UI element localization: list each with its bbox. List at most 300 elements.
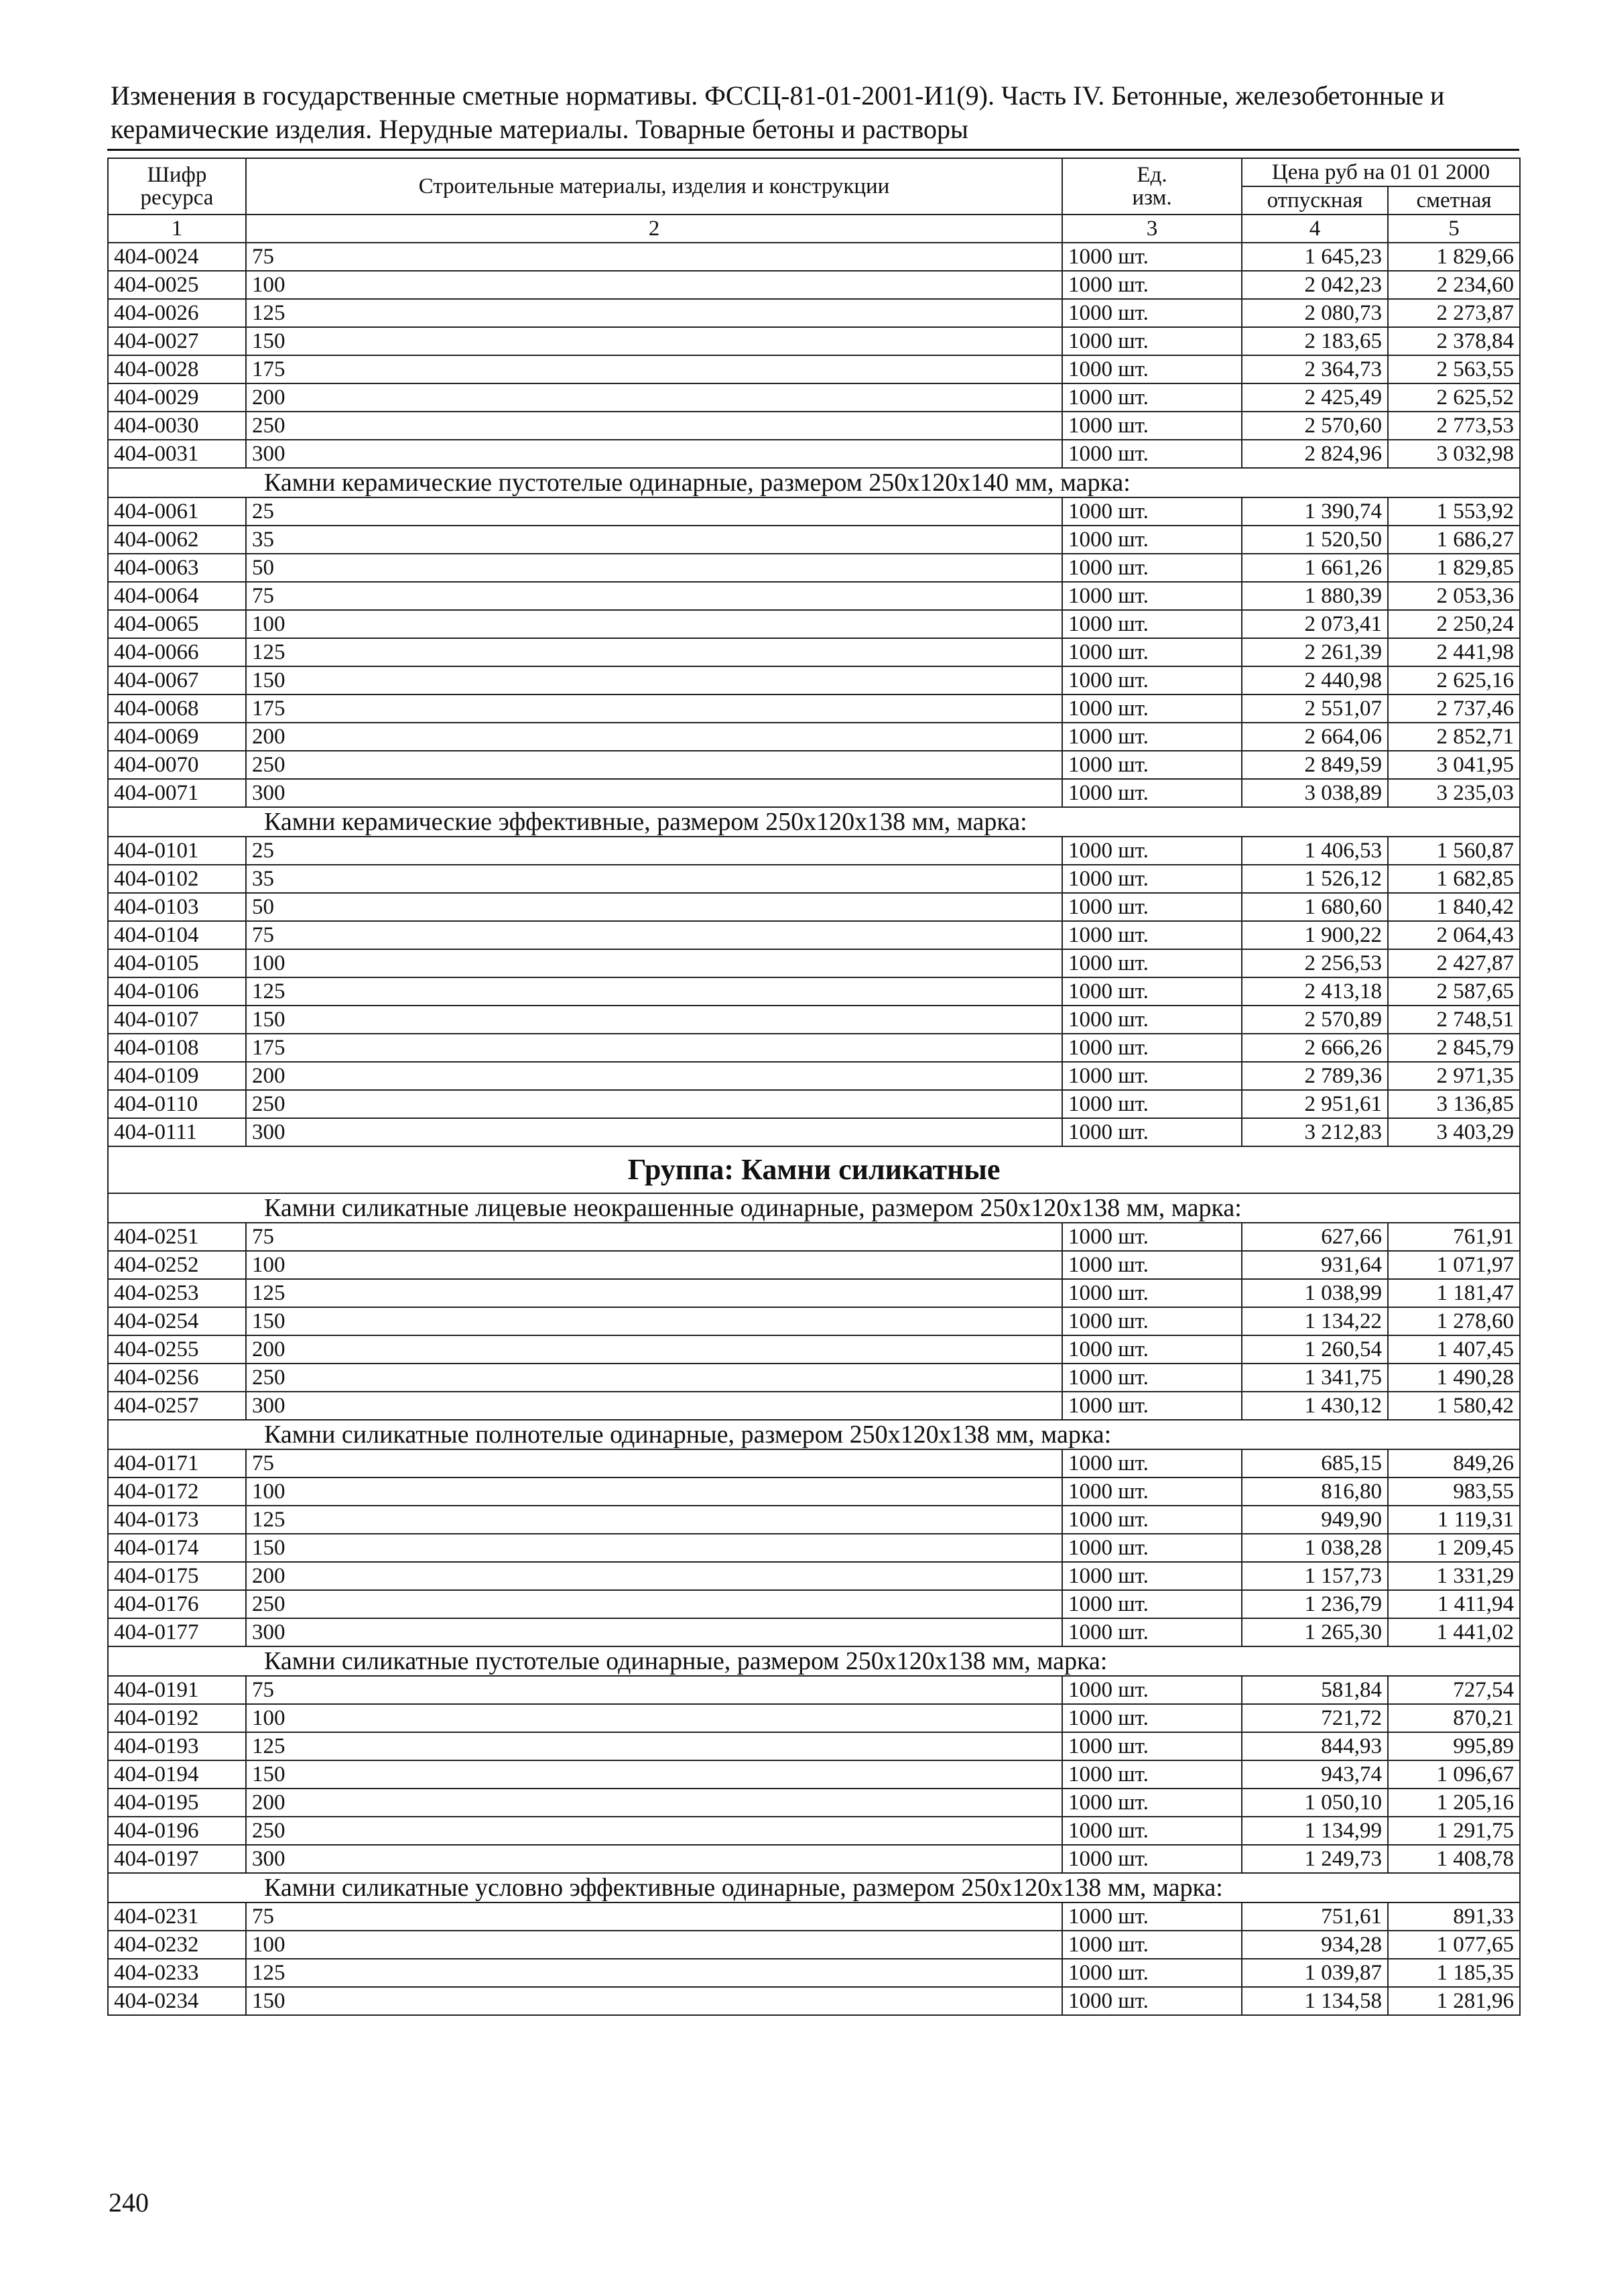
estimate-price: 1 553,92 <box>1388 497 1520 526</box>
estimate-price: 2 378,84 <box>1388 327 1520 355</box>
unit-of-measure: 1000 шт. <box>1062 554 1242 582</box>
material-mark: 125 <box>246 977 1062 1006</box>
estimate-price: 2 748,51 <box>1388 1006 1520 1034</box>
table-row <box>108 1223 1520 1251</box>
estimate-price: 1 205,16 <box>1388 1789 1520 1817</box>
resource-code: 404-0024 <box>108 243 246 271</box>
estimate-price: 1 580,42 <box>1388 1392 1520 1420</box>
release-price: 2 073,41 <box>1242 610 1388 638</box>
estimate-price: 1 185,35 <box>1388 1959 1520 1987</box>
unit-of-measure: 1000 шт. <box>1062 865 1242 893</box>
section-row <box>108 1420 1520 1449</box>
estimate-price: 2 563,55 <box>1388 355 1520 383</box>
material-mark: 75 <box>246 1449 1062 1477</box>
release-price: 2 261,39 <box>1242 638 1388 666</box>
material-mark: 300 <box>246 1118 1062 1146</box>
table-row <box>108 1506 1520 1534</box>
material-mark: 250 <box>246 412 1062 440</box>
unit-of-measure: 1000 шт. <box>1062 694 1242 723</box>
material-mark: 250 <box>246 1364 1062 1392</box>
unit-of-measure: 1000 шт. <box>1062 1062 1242 1090</box>
column-number: 4 <box>1242 215 1388 243</box>
release-price: 2 951,61 <box>1242 1090 1388 1118</box>
unit-of-measure: 1000 шт. <box>1062 779 1242 807</box>
resource-code: 404-0175 <box>108 1562 246 1590</box>
material-mark: 125 <box>246 1279 1062 1307</box>
resource-code: 404-0174 <box>108 1534 246 1562</box>
material-mark: 100 <box>246 1477 1062 1506</box>
release-price: 2 666,26 <box>1242 1034 1388 1062</box>
material-mark: 200 <box>246 1062 1062 1090</box>
estimate-price: 2 053,36 <box>1388 582 1520 610</box>
estimate-price: 3 032,98 <box>1388 440 1520 468</box>
table-header-row-1 <box>108 158 1520 186</box>
material-mark: 300 <box>246 1845 1062 1873</box>
resource-code: 404-0233 <box>108 1959 246 1987</box>
estimate-price: 2 427,87 <box>1388 949 1520 977</box>
group-row <box>108 1146 1520 1193</box>
release-price: 1 900,22 <box>1242 921 1388 949</box>
estimate-price: 727,54 <box>1388 1676 1520 1704</box>
resource-code: 404-0106 <box>108 977 246 1006</box>
column-number-row <box>108 215 1520 243</box>
material-mark: 125 <box>246 1732 1062 1760</box>
column-header-estimate-price: сметная <box>1388 186 1520 215</box>
unit-of-measure: 1000 шт. <box>1062 610 1242 638</box>
material-mark: 125 <box>246 638 1062 666</box>
unit-of-measure: 1000 шт. <box>1062 1223 1242 1251</box>
section-title: Камни силикатные лицевые неокрашенные одинарные, размером 250х120х138 мм, марка: <box>108 1193 1520 1223</box>
table-row <box>108 554 1520 582</box>
release-price: 1 526,12 <box>1242 865 1388 893</box>
estimate-price: 1 278,60 <box>1388 1307 1520 1335</box>
column-number: 3 <box>1062 215 1242 243</box>
column-header-unit <box>1062 158 1242 215</box>
estimate-price: 1 441,02 <box>1388 1618 1520 1646</box>
resource-code: 404-0026 <box>108 299 246 327</box>
release-price: 2 364,73 <box>1242 355 1388 383</box>
release-price: 1 236,79 <box>1242 1590 1388 1618</box>
resource-code: 404-0232 <box>108 1931 246 1959</box>
resource-code: 404-0071 <box>108 779 246 807</box>
group-title: Группа: Камни силикатные <box>108 1146 1520 1193</box>
release-price: 1 680,60 <box>1242 893 1388 921</box>
release-price: 2 256,53 <box>1242 949 1388 977</box>
resource-code: 404-0234 <box>108 1987 246 2015</box>
release-price: 2 824,96 <box>1242 440 1388 468</box>
material-mark: 150 <box>246 1987 1062 2015</box>
release-price: 685,15 <box>1242 1449 1388 1477</box>
table-row <box>108 327 1520 355</box>
estimate-price: 2 273,87 <box>1388 299 1520 327</box>
unit-of-measure: 1000 шт. <box>1062 1307 1242 1335</box>
release-price: 2 570,60 <box>1242 412 1388 440</box>
unit-of-measure: 1000 шт. <box>1062 893 1242 921</box>
table-row <box>108 1676 1520 1704</box>
section-row <box>108 807 1520 837</box>
table-row <box>108 1959 1520 1987</box>
table-row <box>108 1279 1520 1307</box>
table-row <box>108 638 1520 666</box>
resource-code: 404-0173 <box>108 1506 246 1534</box>
unit-of-measure: 1000 шт. <box>1062 1534 1242 1562</box>
column-header-unit-line2: изм. <box>1132 186 1172 210</box>
material-mark: 50 <box>246 893 1062 921</box>
estimate-price: 1 682,85 <box>1388 865 1520 893</box>
release-price: 1 249,73 <box>1242 1845 1388 1873</box>
estimate-price: 2 773,53 <box>1388 412 1520 440</box>
release-price: 2 042,23 <box>1242 271 1388 299</box>
table-row <box>108 1251 1520 1279</box>
unit-of-measure: 1000 шт. <box>1062 1987 1242 2015</box>
estimate-price: 1 291,75 <box>1388 1817 1520 1845</box>
resource-code: 404-0067 <box>108 666 246 694</box>
resource-code: 404-0063 <box>108 554 246 582</box>
material-mark: 250 <box>246 1817 1062 1845</box>
table-row <box>108 1090 1520 1118</box>
unit-of-measure: 1000 шт. <box>1062 949 1242 977</box>
column-header-code-line2: ресурса <box>140 186 214 210</box>
estimate-price: 2 971,35 <box>1388 1062 1520 1090</box>
resource-code: 404-0171 <box>108 1449 246 1477</box>
section-title: Камни силикатные пустотелые одинарные, размером 250х120х138 мм, марка: <box>108 1646 1520 1676</box>
material-mark: 75 <box>246 1223 1062 1251</box>
release-price: 627,66 <box>1242 1223 1388 1251</box>
resource-code: 404-0027 <box>108 327 246 355</box>
table-row <box>108 582 1520 610</box>
resource-code: 404-0104 <box>108 921 246 949</box>
resource-code: 404-0107 <box>108 1006 246 1034</box>
table-row <box>108 1704 1520 1732</box>
material-mark: 25 <box>246 497 1062 526</box>
estimate-price: 1 560,87 <box>1388 837 1520 865</box>
header-line-2: керамические изделия. Нерудные материалы. Товарные бетоны и растворы <box>111 114 968 144</box>
table-row <box>108 751 1520 779</box>
table-row <box>108 1618 1520 1646</box>
release-price: 3 038,89 <box>1242 779 1388 807</box>
estimate-price: 1 331,29 <box>1388 1562 1520 1590</box>
table-row <box>108 837 1520 865</box>
resource-code: 404-0029 <box>108 383 246 412</box>
release-price: 2 425,49 <box>1242 383 1388 412</box>
unit-of-measure: 1000 шт. <box>1062 497 1242 526</box>
resource-code: 404-0030 <box>108 412 246 440</box>
unit-of-measure: 1000 шт. <box>1062 921 1242 949</box>
section-row <box>108 1193 1520 1223</box>
unit-of-measure: 1000 шт. <box>1062 1789 1242 1817</box>
resource-code: 404-0108 <box>108 1034 246 1062</box>
estimate-price: 2 737,46 <box>1388 694 1520 723</box>
table-row <box>108 1845 1520 1873</box>
unit-of-measure: 1000 шт. <box>1062 271 1242 299</box>
resource-code: 404-0195 <box>108 1789 246 1817</box>
estimate-price: 2 250,24 <box>1388 610 1520 638</box>
material-mark: 175 <box>246 694 1062 723</box>
unit-of-measure: 1000 шт. <box>1062 1335 1242 1364</box>
release-price: 1 265,30 <box>1242 1618 1388 1646</box>
resource-code: 404-0251 <box>108 1223 246 1251</box>
resource-code: 404-0255 <box>108 1335 246 1364</box>
unit-of-measure: 1000 шт. <box>1062 1118 1242 1146</box>
estimate-price: 2 064,43 <box>1388 921 1520 949</box>
estimate-price: 2 845,79 <box>1388 1034 1520 1062</box>
estimate-price: 3 235,03 <box>1388 779 1520 807</box>
resource-code: 404-0110 <box>108 1090 246 1118</box>
release-price: 1 038,28 <box>1242 1534 1388 1562</box>
table-row <box>108 1118 1520 1146</box>
release-price: 2 570,89 <box>1242 1006 1388 1034</box>
estimate-price: 2 625,52 <box>1388 383 1520 412</box>
unit-of-measure: 1000 шт. <box>1062 1959 1242 1987</box>
estimate-price: 1 096,67 <box>1388 1760 1520 1789</box>
material-mark: 150 <box>246 1760 1062 1789</box>
release-price: 1 520,50 <box>1242 526 1388 554</box>
table-row <box>108 1307 1520 1335</box>
table-row <box>108 610 1520 638</box>
resource-code: 404-0105 <box>108 949 246 977</box>
resource-code: 404-0070 <box>108 751 246 779</box>
release-price: 1 157,73 <box>1242 1562 1388 1590</box>
estimate-price: 1 407,45 <box>1388 1335 1520 1364</box>
material-mark: 200 <box>246 383 1062 412</box>
table-row <box>108 1987 1520 2015</box>
resource-code: 404-0172 <box>108 1477 246 1506</box>
unit-of-measure: 1000 шт. <box>1062 412 1242 440</box>
estimate-price: 1 686,27 <box>1388 526 1520 554</box>
material-mark: 200 <box>246 1789 1062 1817</box>
table-row <box>108 1449 1520 1477</box>
estimate-price: 2 234,60 <box>1388 271 1520 299</box>
table-row <box>108 271 1520 299</box>
table-row <box>108 1760 1520 1789</box>
table-row <box>108 1335 1520 1364</box>
material-mark: 250 <box>246 1590 1062 1618</box>
estimate-price: 3 136,85 <box>1388 1090 1520 1118</box>
release-price: 2 789,36 <box>1242 1062 1388 1090</box>
release-price: 816,80 <box>1242 1477 1388 1506</box>
column-header-release-price: отпускная <box>1242 186 1388 215</box>
material-mark: 150 <box>246 1006 1062 1034</box>
unit-of-measure: 1000 шт. <box>1062 1506 1242 1534</box>
unit-of-measure: 1000 шт. <box>1062 723 1242 751</box>
resource-code: 404-0191 <box>108 1676 246 1704</box>
material-mark: 150 <box>246 666 1062 694</box>
material-mark: 250 <box>246 751 1062 779</box>
estimate-price: 1 411,94 <box>1388 1590 1520 1618</box>
resource-code: 404-0069 <box>108 723 246 751</box>
estimate-price: 761,91 <box>1388 1223 1520 1251</box>
release-price: 943,74 <box>1242 1760 1388 1789</box>
table-row <box>108 1789 1520 1817</box>
material-mark: 100 <box>246 271 1062 299</box>
table-row <box>108 1477 1520 1506</box>
resource-code: 404-0066 <box>108 638 246 666</box>
estimate-price: 1 490,28 <box>1388 1364 1520 1392</box>
resource-code: 404-0231 <box>108 1902 246 1931</box>
resource-code: 404-0103 <box>108 893 246 921</box>
material-mark: 125 <box>246 1959 1062 1987</box>
column-number: 5 <box>1388 215 1520 243</box>
unit-of-measure: 1000 шт. <box>1062 1704 1242 1732</box>
table-row <box>108 412 1520 440</box>
resource-code: 404-0192 <box>108 1704 246 1732</box>
table-row <box>108 779 1520 807</box>
material-mark: 100 <box>246 1704 1062 1732</box>
table-row <box>108 1364 1520 1392</box>
unit-of-measure: 1000 шт. <box>1062 1090 1242 1118</box>
unit-of-measure: 1000 шт. <box>1062 1477 1242 1506</box>
release-price: 2 080,73 <box>1242 299 1388 327</box>
unit-of-measure: 1000 шт. <box>1062 638 1242 666</box>
resource-code: 404-0253 <box>108 1279 246 1307</box>
release-price: 1 134,58 <box>1242 1987 1388 2015</box>
estimate-price: 2 441,98 <box>1388 638 1520 666</box>
table-row <box>108 1062 1520 1090</box>
unit-of-measure: 1000 шт. <box>1062 837 1242 865</box>
resource-code: 404-0197 <box>108 1845 246 1873</box>
estimate-price: 1 209,45 <box>1388 1534 1520 1562</box>
table-row <box>108 440 1520 468</box>
table-row <box>108 977 1520 1006</box>
estimate-price: 983,55 <box>1388 1477 1520 1506</box>
column-header-code-line1: Шифр <box>147 163 207 187</box>
material-mark: 150 <box>246 327 1062 355</box>
estimate-price: 1 829,66 <box>1388 243 1520 271</box>
estimate-price: 849,26 <box>1388 1449 1520 1477</box>
resource-code: 404-0257 <box>108 1392 246 1420</box>
unit-of-measure: 1000 шт. <box>1062 440 1242 468</box>
unit-of-measure: 1000 шт. <box>1062 1618 1242 1646</box>
unit-of-measure: 1000 шт. <box>1062 1845 1242 1873</box>
release-price: 949,90 <box>1242 1506 1388 1534</box>
resource-code: 404-0254 <box>108 1307 246 1335</box>
resource-code: 404-0101 <box>108 837 246 865</box>
table-row <box>108 1590 1520 1618</box>
estimate-price: 1 408,78 <box>1388 1845 1520 1873</box>
release-price: 2 440,98 <box>1242 666 1388 694</box>
table-row <box>108 1034 1520 1062</box>
estimate-price: 1 840,42 <box>1388 893 1520 921</box>
section-title: Камни керамические пустотелые одинарные, размером 250х120х140 мм, марка: <box>108 468 1520 497</box>
material-mark: 300 <box>246 1618 1062 1646</box>
resource-code: 404-0028 <box>108 355 246 383</box>
material-mark: 75 <box>246 1676 1062 1704</box>
release-price: 1 406,53 <box>1242 837 1388 865</box>
resource-code: 404-0177 <box>108 1618 246 1646</box>
unit-of-measure: 1000 шт. <box>1062 327 1242 355</box>
estimate-price: 891,33 <box>1388 1902 1520 1931</box>
unit-of-measure: 1000 шт. <box>1062 1364 1242 1392</box>
table-row <box>108 497 1520 526</box>
header-line-1: Изменения в государственные сметные нормативы. ФССЦ-81-01-2001-И1(9). Часть IV. Бетонные, железобетонные и <box>111 80 1445 111</box>
release-price: 934,28 <box>1242 1931 1388 1959</box>
column-header-unit-line1: Ед. <box>1137 163 1167 187</box>
material-mark: 125 <box>246 1506 1062 1534</box>
section-row <box>108 1873 1520 1902</box>
document-header <box>111 79 1511 146</box>
material-mark: 75 <box>246 243 1062 271</box>
resource-code: 404-0109 <box>108 1062 246 1090</box>
release-price: 1 390,74 <box>1242 497 1388 526</box>
material-mark: 75 <box>246 1902 1062 1931</box>
release-price: 2 183,65 <box>1242 327 1388 355</box>
table-row <box>108 1562 1520 1590</box>
material-mark: 250 <box>246 1090 1062 1118</box>
resource-code: 404-0031 <box>108 440 246 468</box>
estimate-price: 1 829,85 <box>1388 554 1520 582</box>
release-price: 721,72 <box>1242 1704 1388 1732</box>
section-title: Камни керамические эффективные, размером 250х120х138 мм, марка: <box>108 807 1520 837</box>
unit-of-measure: 1000 шт. <box>1062 666 1242 694</box>
resource-code: 404-0111 <box>108 1118 246 1146</box>
table-row <box>108 1817 1520 1845</box>
table-row <box>108 1732 1520 1760</box>
material-mark: 35 <box>246 865 1062 893</box>
estimate-price: 3 041,95 <box>1388 751 1520 779</box>
resource-code: 404-0196 <box>108 1817 246 1845</box>
release-price: 1 134,99 <box>1242 1817 1388 1845</box>
column-header-name: Строительные материалы, изделия и конструкции <box>246 158 1062 215</box>
unit-of-measure: 1000 шт. <box>1062 1562 1242 1590</box>
unit-of-measure: 1000 шт. <box>1062 1817 1242 1845</box>
material-mark: 100 <box>246 610 1062 638</box>
material-mark: 175 <box>246 1034 1062 1062</box>
resource-code: 404-0068 <box>108 694 246 723</box>
release-price: 1 039,87 <box>1242 1959 1388 1987</box>
material-mark: 100 <box>246 1931 1062 1959</box>
unit-of-measure: 1000 шт. <box>1062 1006 1242 1034</box>
table-row <box>108 723 1520 751</box>
material-mark: 200 <box>246 723 1062 751</box>
table-row <box>108 1931 1520 1959</box>
unit-of-measure: 1000 шт. <box>1062 977 1242 1006</box>
unit-of-measure: 1000 шт. <box>1062 1279 1242 1307</box>
resource-code: 404-0252 <box>108 1251 246 1279</box>
release-price: 1 341,75 <box>1242 1364 1388 1392</box>
unit-of-measure: 1000 шт. <box>1062 1760 1242 1789</box>
unit-of-measure: 1000 шт. <box>1062 355 1242 383</box>
resource-code: 404-0064 <box>108 582 246 610</box>
unit-of-measure: 1000 шт. <box>1062 1251 1242 1279</box>
table-row <box>108 666 1520 694</box>
release-price: 1 260,54 <box>1242 1335 1388 1364</box>
estimate-price: 2 625,16 <box>1388 666 1520 694</box>
release-price: 751,61 <box>1242 1902 1388 1931</box>
release-price: 2 413,18 <box>1242 977 1388 1006</box>
resource-code: 404-0025 <box>108 271 246 299</box>
material-mark: 75 <box>246 921 1062 949</box>
release-price: 1 880,39 <box>1242 582 1388 610</box>
release-price: 2 664,06 <box>1242 723 1388 751</box>
release-price: 1 661,26 <box>1242 554 1388 582</box>
section-title: Камни силикатные полнотелые одинарные, размером 250х120х138 мм, марка: <box>108 1420 1520 1449</box>
table-row <box>108 1006 1520 1034</box>
material-mark: 200 <box>246 1335 1062 1364</box>
column-number: 2 <box>246 215 1062 243</box>
column-number: 1 <box>108 215 246 243</box>
unit-of-measure: 1000 шт. <box>1062 1449 1242 1477</box>
estimate-price: 3 403,29 <box>1388 1118 1520 1146</box>
table-row <box>108 383 1520 412</box>
estimate-price: 2 852,71 <box>1388 723 1520 751</box>
release-price: 1 134,22 <box>1242 1307 1388 1335</box>
estimate-price: 1 077,65 <box>1388 1931 1520 1959</box>
estimate-price: 1 071,97 <box>1388 1251 1520 1279</box>
unit-of-measure: 1000 шт. <box>1062 1902 1242 1931</box>
unit-of-measure: 1000 шт. <box>1062 1931 1242 1959</box>
release-price: 2 551,07 <box>1242 694 1388 723</box>
section-row <box>108 1646 1520 1676</box>
